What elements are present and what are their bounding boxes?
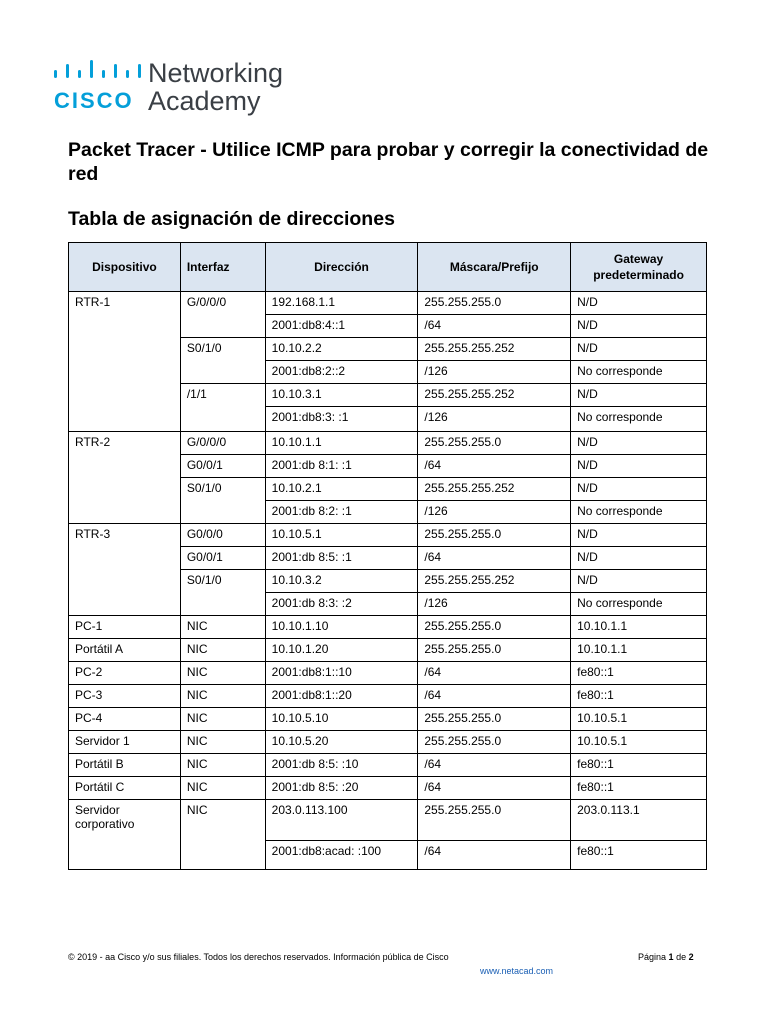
- cell-addr: 10.10.3.2: [265, 570, 418, 593]
- cell-iface: [180, 361, 265, 384]
- cell-device: [69, 361, 181, 384]
- cell-gw: N/D: [571, 455, 707, 478]
- cisco-wordmark: CISCO: [54, 88, 134, 113]
- cell-gw: fe80::1: [571, 754, 707, 777]
- cell-gw: N/D: [571, 384, 707, 407]
- cell-mask: 255.255.255.0: [418, 432, 571, 455]
- cell-gw: fe80::1: [571, 662, 707, 685]
- cell-iface: NIC: [180, 685, 265, 708]
- cell-mask: /64: [418, 777, 571, 800]
- cell-gw: No corresponde: [571, 501, 707, 524]
- cell-mask: /64: [418, 315, 571, 338]
- cell-addr: 10.10.2.1: [265, 478, 418, 501]
- cell-addr: 2001:db8:2::2: [265, 361, 418, 384]
- footer-page-number: [638, 952, 694, 962]
- table-row: [69, 292, 707, 315]
- cell-device: [69, 547, 181, 570]
- cell-iface: NIC: [180, 800, 265, 841]
- table-row: [69, 547, 707, 570]
- cell-iface: [180, 407, 265, 432]
- cell-gw: fe80::1: [571, 685, 707, 708]
- cell-iface: NIC: [180, 777, 265, 800]
- cell-iface: /1/1: [180, 384, 265, 407]
- cell-iface: NIC: [180, 754, 265, 777]
- cell-iface: S0/1/0: [180, 478, 265, 501]
- cell-mask: /126: [418, 361, 571, 384]
- cell-addr: 2001:db8:3: :1: [265, 407, 418, 432]
- cell-mask: /126: [418, 501, 571, 524]
- cell-mask: 255.255.255.252: [418, 384, 571, 407]
- cell-mask: 255.255.255.0: [418, 800, 571, 841]
- cell-mask: /64: [418, 685, 571, 708]
- table-row: [69, 708, 707, 731]
- cell-iface: G/0/0/0: [180, 292, 265, 315]
- cell-device: RTR-1: [69, 292, 181, 315]
- table-row: [69, 432, 707, 455]
- cell-device: [69, 570, 181, 593]
- cell-iface: G0/0/0: [180, 524, 265, 547]
- cell-mask: 255.255.255.0: [418, 708, 571, 731]
- header-dispositivo: Dispositivo: [69, 243, 181, 292]
- table-header-row: [69, 243, 707, 292]
- cell-mask: 255.255.255.0: [418, 616, 571, 639]
- cell-iface: NIC: [180, 708, 265, 731]
- header-direccion: Dirección: [265, 243, 418, 292]
- cell-addr: 10.10.3.1: [265, 384, 418, 407]
- cell-device: RTR-2: [69, 432, 181, 455]
- cell-iface: G0/0/1: [180, 455, 265, 478]
- cell-device: [69, 315, 181, 338]
- logo-academy-text: Academy: [148, 86, 261, 116]
- cell-device: PC-3: [69, 685, 181, 708]
- table-row: [69, 384, 707, 407]
- document-title: Packet Tracer - Utilice ICMP para probar y corregir la conectividad de red: [68, 139, 709, 185]
- cell-iface: S0/1/0: [180, 570, 265, 593]
- table-row: [69, 777, 707, 800]
- cell-addr: 2001:db 8:2: :1: [265, 501, 418, 524]
- page-total: 2: [688, 952, 694, 962]
- table-row: [69, 841, 707, 870]
- cell-gw: No corresponde: [571, 361, 707, 384]
- cell-gw: 10.10.5.1: [571, 708, 707, 731]
- cell-device: Portátil B: [69, 754, 181, 777]
- table-row: [69, 478, 707, 501]
- cell-iface: NIC: [180, 639, 265, 662]
- cell-addr: 10.10.5.1: [265, 524, 418, 547]
- cell-device: [69, 338, 181, 361]
- cell-device: [69, 455, 181, 478]
- table-row: [69, 315, 707, 338]
- cell-mask: /126: [418, 593, 571, 616]
- cell-device: RTR-3: [69, 524, 181, 547]
- section-title: Tabla de asignación de direcciones: [68, 208, 395, 230]
- cell-addr: 203.0.113.100: [265, 800, 418, 841]
- cell-gw: No corresponde: [571, 593, 707, 616]
- table-row: [69, 407, 707, 432]
- cell-mask: 255.255.255.252: [418, 338, 571, 361]
- cell-device: Portátil C: [69, 777, 181, 800]
- cell-gw: N/D: [571, 338, 707, 361]
- cell-device: [69, 501, 181, 524]
- cell-device: PC-4: [69, 708, 181, 731]
- cell-mask: /64: [418, 662, 571, 685]
- cell-iface: [180, 593, 265, 616]
- cell-device: [69, 407, 181, 432]
- cell-addr: 2001:db8:1::20: [265, 685, 418, 708]
- cell-addr: 192.168.1.1: [265, 292, 418, 315]
- page-prefix: Página: [638, 952, 667, 962]
- cell-iface: S0/1/0: [180, 338, 265, 361]
- cell-mask: 255.255.255.0: [418, 639, 571, 662]
- cell-gw: fe80::1: [571, 777, 707, 800]
- cell-addr: 2001:db 8:5: :20: [265, 777, 418, 800]
- cell-mask: /64: [418, 455, 571, 478]
- table-row: [69, 662, 707, 685]
- cell-iface: [180, 501, 265, 524]
- cell-addr: 2001:db 8:5: :10: [265, 754, 418, 777]
- cell-gw: N/D: [571, 570, 707, 593]
- cell-addr: 2001:db8:4::1: [265, 315, 418, 338]
- cell-addr: 10.10.1.1: [265, 432, 418, 455]
- cell-gw: N/D: [571, 292, 707, 315]
- logo-networking-text: Networking: [148, 58, 284, 88]
- cell-mask: /64: [418, 754, 571, 777]
- footer-netacad-link[interactable]: www.netacad.com: [480, 966, 554, 976]
- cell-addr: 10.10.1.20: [265, 639, 418, 662]
- cell-gw: 10.10.1.1: [571, 639, 707, 662]
- cell-device: PC-1: [69, 616, 181, 639]
- cell-iface: NIC: [180, 662, 265, 685]
- table-row: [69, 501, 707, 524]
- cell-mask: 255.255.255.252: [418, 478, 571, 501]
- header-interfaz: Interfaz: [180, 243, 265, 292]
- cell-gw: No corresponde: [571, 407, 707, 432]
- cell-mask: 255.255.255.0: [418, 524, 571, 547]
- table-row: [69, 639, 707, 662]
- cell-iface: [180, 841, 265, 870]
- addressing-table: [68, 242, 707, 870]
- cell-device: PC-2: [69, 662, 181, 685]
- cell-addr: 10.10.5.10: [265, 708, 418, 731]
- table-row: [69, 361, 707, 384]
- page-mid: de: [676, 952, 687, 962]
- cell-mask: /126: [418, 407, 571, 432]
- cell-device: Portátil A: [69, 639, 181, 662]
- cell-addr: 2001:db 8:1: :1: [265, 455, 418, 478]
- cell-device: [69, 384, 181, 407]
- cell-addr: 2001:db 8:5: :1: [265, 547, 418, 570]
- cell-mask: /64: [418, 841, 571, 870]
- cell-mask: 255.255.255.252: [418, 570, 571, 593]
- table-row: [69, 593, 707, 616]
- cell-device: [69, 841, 181, 870]
- cell-device: Servidor corporativo: [69, 800, 181, 841]
- cell-iface: G/0/0/0: [180, 432, 265, 455]
- cell-mask: 255.255.255.0: [418, 292, 571, 315]
- cell-gw: 203.0.113.1: [571, 800, 707, 841]
- cell-gw: N/D: [571, 478, 707, 501]
- table-row: [69, 524, 707, 547]
- cell-addr: 2001:db 8:3: :2: [265, 593, 418, 616]
- cell-gw: N/D: [571, 432, 707, 455]
- cell-mask: /64: [418, 547, 571, 570]
- table-row: [69, 800, 707, 841]
- cell-gw: fe80::1: [571, 841, 707, 870]
- cell-addr: 2001:db8:acad: :100: [265, 841, 418, 870]
- header-gateway: Gateway predeterminado: [571, 243, 707, 292]
- cell-device: [69, 478, 181, 501]
- table-row: [69, 338, 707, 361]
- table-row: [69, 754, 707, 777]
- page-num: 1: [668, 952, 674, 962]
- cell-iface: NIC: [180, 731, 265, 754]
- table-row: [69, 616, 707, 639]
- cell-addr: 10.10.1.10: [265, 616, 418, 639]
- cell-gw: 10.10.1.1: [571, 616, 707, 639]
- cell-addr: 10.10.2.2: [265, 338, 418, 361]
- table-row: [69, 455, 707, 478]
- cell-mask: 255.255.255.0: [418, 731, 571, 754]
- cell-addr: 10.10.5.20: [265, 731, 418, 754]
- cell-iface: G0/0/1: [180, 547, 265, 570]
- table-row: [69, 731, 707, 754]
- cell-gw: N/D: [571, 524, 707, 547]
- header-mascara: Máscara/Prefijo: [418, 243, 571, 292]
- cell-iface: [180, 315, 265, 338]
- cell-addr: 2001:db8:1::10: [265, 662, 418, 685]
- footer-copyright: © 2019 - aa Cisco y/o sus filiales. Todos los derechos reservados. Información pública de Cisco: [68, 952, 449, 962]
- cell-device: Servidor 1: [69, 731, 181, 754]
- cell-iface: NIC: [180, 616, 265, 639]
- cell-gw: 10.10.5.1: [571, 731, 707, 754]
- cell-device: [69, 593, 181, 616]
- cell-gw: N/D: [571, 315, 707, 338]
- table-row: [69, 685, 707, 708]
- cell-gw: N/D: [571, 547, 707, 570]
- table-row: [69, 570, 707, 593]
